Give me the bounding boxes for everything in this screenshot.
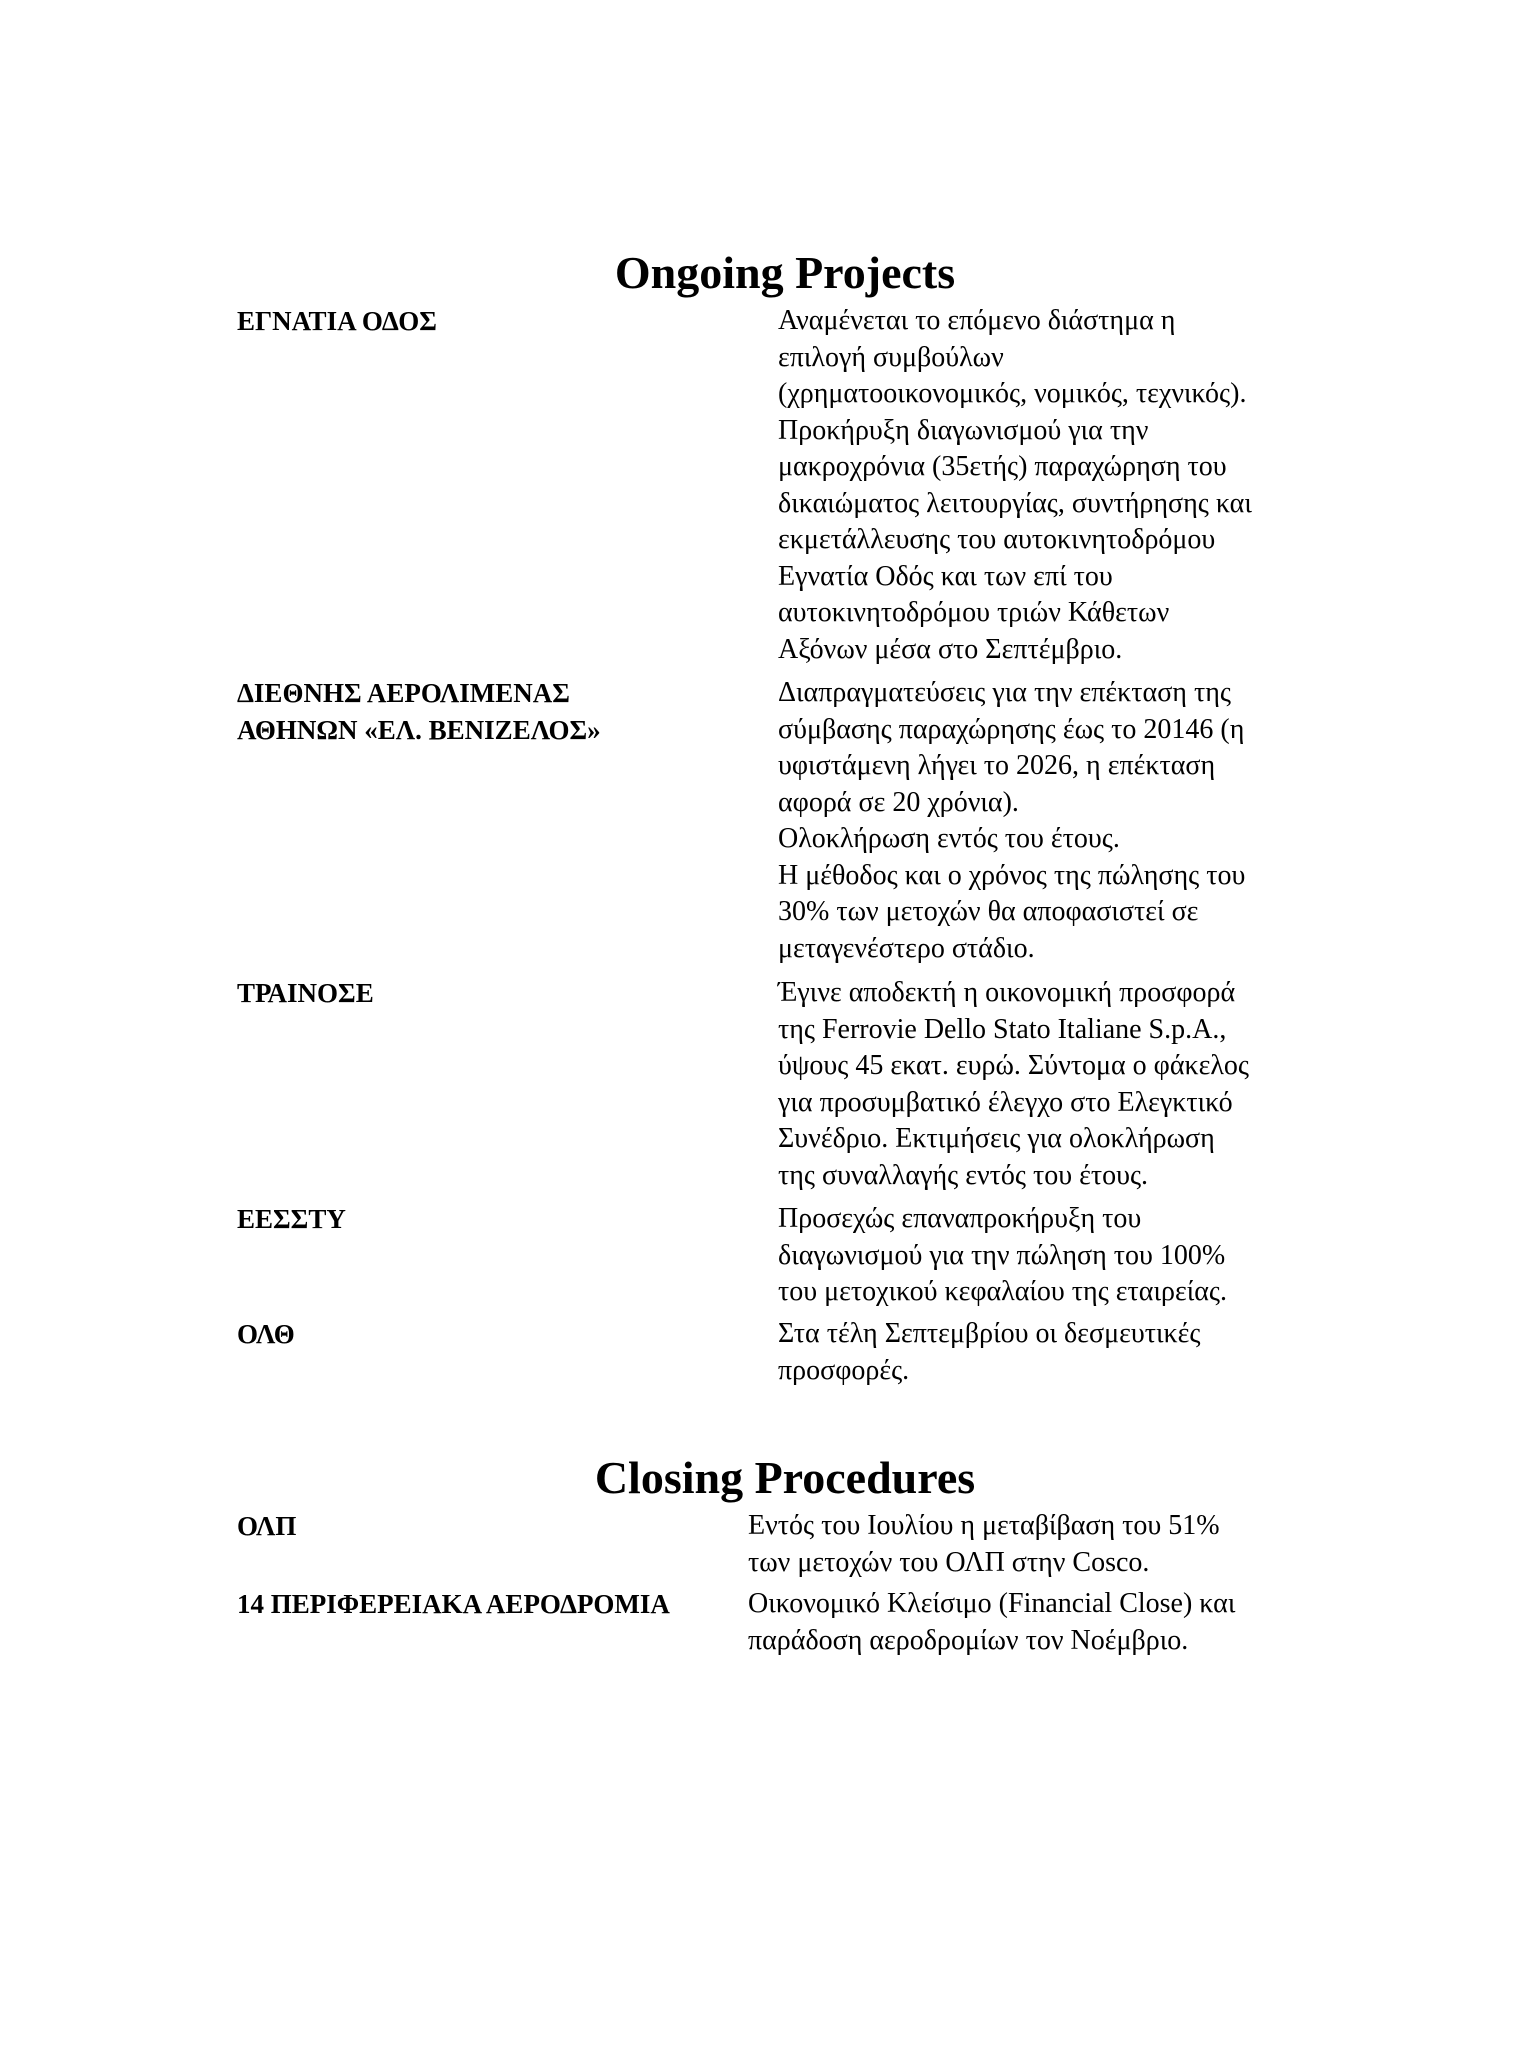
project-name [237,1508,296,1545]
project-name-line: ΕΓΝΑΤΙΑ ΟΔΟΣ [237,306,437,336]
project-status [778,675,1245,967]
project-name [237,1316,295,1353]
status-line: του μετοχικού κεφαλαίου της εταιρείας. [778,1276,1228,1307]
status-line: των μετοχών του ΟΛΠ στην Cosco. [748,1546,1150,1578]
status-line: της συναλλαγής εντός του έτους. [778,1159,1149,1191]
project-name-line: 14 ΠΕΡΙΦΕΡΕΙΑΚΑ ΑΕΡΟΔΡΟΜΙΑ [237,1589,670,1619]
status-line: Εγνατία Οδός και των επί του [778,560,1113,592]
status-line: υφιστάμενη λήγει το 2026, η επέκταση [778,750,1216,781]
status-line: Οικονομικό Κλείσιμο (Financial Close) και [748,1588,1236,1619]
status-line: Έγινε αποδεκτή η οικονομική προσφορά [778,977,1236,1008]
status-line: αυτοκινητοδρόμου τριών Κάθετων [778,597,1170,628]
status-line: εκμετάλλευσης του αυτοκινητοδρόμου [778,524,1216,555]
status-line: Διαπραγματεύσεις για την επέκταση της [778,677,1231,708]
status-line: Προκήρυξη διαγωνισμού για την [778,414,1149,446]
project-status [748,1508,1220,1581]
status-line: επιλογή συμβούλων [778,341,1004,373]
status-line: 30% των μετοχών θα αποφασιστεί σε [778,896,1199,927]
status-line: Η μέθοδος και ο χρόνος της πώλησης του [778,859,1246,891]
project-name [237,303,437,340]
status-line: Εντός του Ιουλίου η μεταβίβαση του 51% [748,1510,1220,1541]
status-line: Ολοκλήρωση εντός του έτους. [778,823,1120,854]
status-line: μακροχρόνια (35ετής) παραχώρηση του [778,451,1227,482]
project-name-line: ΟΛΘ [237,1319,295,1349]
project-status [778,1316,1200,1389]
status-line: ύψους 45 εκατ. ευρώ. Σύντομα ο φάκελος [778,1050,1250,1081]
project-name-line: ΔΙΕΘΝΗΣ ΑΕΡΟΛΙΜΕΝΑΣ [237,678,570,708]
project-status [778,303,1252,668]
project-name [237,675,601,748]
status-line: παράδοση αεροδρομίων τον Νοέμβριο. [748,1624,1189,1656]
project-name-line: ΑΘΗΝΩΝ «ΕΛ. ΒΕΝΙΖΕΛΟΣ» [237,714,601,745]
project-name-line: ΤΡΑΙΝΟΣΕ [237,978,374,1008]
status-line: (χρηματοοικονομικός, νομικός, τεχνικός). [778,378,1247,409]
status-line: Συνέδριο. Εκτιμήσεις για ολοκλήρωση [778,1123,1215,1154]
status-line: Προσεχώς επαναπροκήρυξη του [778,1203,1142,1234]
project-status [778,975,1249,1194]
status-line: Αναμένεται το επόμενο διάστημα η [778,305,1176,336]
project-name [237,1201,346,1238]
project-status [778,1201,1227,1311]
status-line: αφορά σε 20 χρόνια). [778,786,1019,818]
project-name [237,975,374,1012]
status-line: σύμβασης παραχώρησης έως το 20146 (η [778,713,1245,745]
status-line: για προσυμβατικό έλεγχο στο Ελεγκτικό [778,1086,1233,1118]
status-line: διαγωνισμού για την πώληση του 100% [778,1239,1226,1271]
project-name-line: ΟΛΠ [237,1511,297,1541]
project-name [237,1586,670,1623]
status-line: μεταγενέστερο στάδιο. [778,932,1035,964]
project-name-line: ΕΕΣΣΤΥ [237,1204,346,1234]
closing-procedures-heading: Closing Procedures [594,1452,976,1503]
status-line: Στα τέλη Σεπτεμβρίου οι δεσμευτικές [778,1318,1201,1349]
status-line: Αξόνων μέσα στο Σεπτέμβριο. [778,633,1123,665]
status-line: δικαιώματος λειτουργίας, συντήρησης και [778,487,1252,519]
status-line: προσφορές. [778,1354,910,1386]
project-status [748,1586,1235,1659]
ongoing-projects-heading: Ongoing Projects [614,247,956,298]
status-line: της Ferrovie Dello Stato Italiane S.p.A., [778,1013,1227,1045]
